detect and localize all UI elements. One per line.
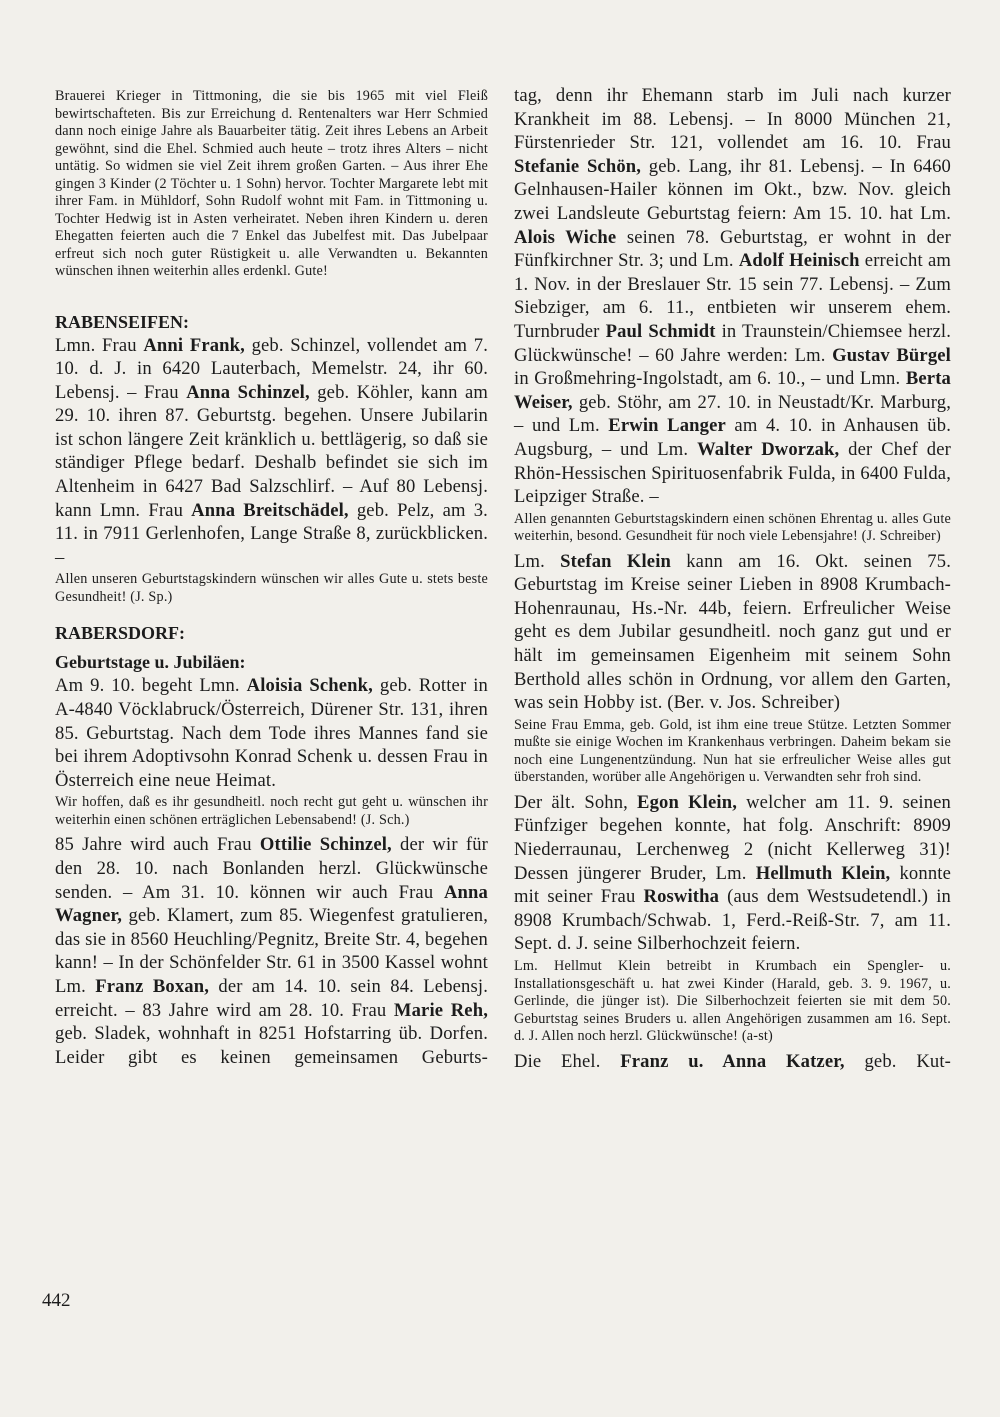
bold-name: Anna Schinzel, [186, 381, 310, 403]
text-segment: geb. Klamert, zum 85. Wiegenfest gratulieren, das sie in 8560 Heuchling/Pegnitz, Breite Str. 4, begehen kann! – In der Schönfelder Str. 61 in 3500 Kassel wohnt Lm. [55, 905, 488, 997]
text-segment: Wir hoffen, daß es ihr gesundheitl. noch recht gut geht u. wünschen ihr weiterhin einen schönen erträglichen Lebensabend! (J. Sch.) [55, 794, 488, 828]
text-segment: Die Ehel. [514, 1050, 621, 1072]
text-segment: seinen 78. Geburtstag, er wohnt in der Fünfkirchner Str. 3; und Lm. [514, 226, 952, 272]
text-segment: Brauerei Krieger in Tittmoning, die sie bis 1965 mit viel Fleiß bewirtschafteten. Bis zur Erreichung d. Rentenalters war Herr Schmied dann noch einige Jahre als Bauarbeiter tätig. Zeit ihres Lebens an Arbeit gewöhnt, sind die Ehel. Schmied auch heute – trotz ihres Alters – nicht untätig. So widmen sie viel Zeit ihrem großen Garten. – Aus ihrer Ehe gingen 3 Kinder (2 Töchter u. 1 Sohn) hervor. Tochter Margarete lebt mit ihrer Fam. in Mühldorf, Sohn Rudolf wohnt mit Fam. in Tittmoning u. Tochter Hedwig ist in Asten verheiratet. Neben ihren Kindern u. deren Ehegatten feierten auch die 7 Enkel das Jubelfest mit. Das Jubelpaar erfreut sich noch guter Rüstigkeit u. alle Verwandten u. Bekannten wünschen ihnen weiterhin alles erdenkl. Gute! [55, 88, 488, 279]
paragraph [55, 334, 488, 570]
bold-name: Marie Reh, [393, 999, 488, 1021]
section-heading [55, 622, 488, 645]
small-paragraph [514, 717, 951, 787]
paragraph [55, 833, 488, 1069]
text-segment: 85 Jahre wird auch Frau [55, 834, 260, 856]
bold-name: Stefanie Schön, [514, 155, 642, 177]
text-segment: geb. Köhler, kann am 29. 10. ihren 87. Geburtstg. begehen. Unsere Jubilarin ist schon längere Zeit kränklich u. bettlägerig, so daß sie ständiger Pflege bedarf. Deshalb befindet sie sich im Altenheim in 6427 Bad Salzschlirf. – Auf 80 Lebensj. kann Lmn. Frau [55, 381, 489, 521]
small-paragraph [55, 794, 488, 829]
bold-name: Gustav Bürgel [832, 344, 951, 366]
bold-name: Franz Boxan, [95, 975, 210, 997]
text-segment: konnte mit seiner Frau [514, 862, 951, 908]
bold-name: Aloisia Schenk, [246, 675, 373, 697]
text-segment: geb. Lang, ihr 81. Lebensj. – In 6460 Gelnhausen-Hailer können im Okt., bzw. Nov. gleich zwei Landsleute Geburtstag feiern: Am 15. 10. hat Lm. [514, 155, 951, 224]
section-heading [55, 651, 488, 674]
text-segment: der am 14. 10. sein 84. Lebensj. erreicht. – 83 Jahre wird am 28. 10. Frau [55, 975, 488, 1021]
text-segment: RABENSEIFEN: [55, 311, 190, 332]
text-segment: Der ält. Sohn, [514, 791, 638, 813]
small-paragraph [55, 571, 488, 606]
text-segment: in Großmehring-Ingolstadt, am 6. 10., – und Lmn. [514, 368, 906, 390]
text-segment: Allen unseren Geburtstagskindern wünschen wir alles Gute u. stets beste Gesundheit! (J. Sp.) [55, 571, 488, 605]
text-segment: der Chef der Rhön-Hessischen Spirituosenfabrik Fulda, in 6400 Fulda, Leipziger Straße. – [514, 438, 951, 508]
bold-name: Stefan Klein [560, 550, 672, 572]
text-segment: der wir für den 28. 10. nach Bonlanden herzl. Glückwünsche senden. – Am 31. 10. können wir auch Frau [55, 834, 488, 903]
bold-name: Alois Wiche [514, 226, 617, 248]
text-segment: in Traunstein/Chiemsee herzl. Glückwünsche! – 60 Jahre werden: Lm. [514, 320, 951, 366]
paragraph [514, 550, 951, 715]
right-column [514, 84, 951, 1073]
text-segment: Allen genannten Geburtstagskindern einen schönen Ehrentag u. alles Gute weiterhin, besond. Gesundheit für noch viele Lebensjahre! (J. Schreiber) [514, 510, 951, 545]
paragraph [514, 1050, 951, 1074]
text-segment: geb. Stöhr, am 27. 10. in Neustadt/Kr. Marburg, – und Lm. [514, 391, 951, 437]
text-segment: RABERSDORF: [55, 623, 186, 644]
bold-name: Egon Klein, [637, 791, 738, 813]
bold-name: Berta Weiser, [514, 368, 951, 413]
bold-name: Anni Frank, [143, 334, 245, 356]
text-segment: geb. Pelz, am 3. 11. in 7911 Gerlenhofen, Lange Straße 8, zurückblicken. – [55, 499, 488, 568]
text-segment: Am 9. 10. begeht Lmn. [55, 675, 247, 697]
bold-name: Ottilie Schinzel, [259, 834, 392, 856]
bold-name: Franz u. Anna Katzer, [620, 1050, 845, 1072]
text-segment: Geburtstage u. Jubiläen: [55, 652, 246, 673]
section-heading [55, 311, 488, 334]
small-paragraph [514, 958, 951, 1046]
bold-name: Walter Dworzak, [697, 438, 840, 460]
text-segment: geb. Kut- [844, 1050, 952, 1072]
text-segment: erreicht am 1. Nov. in der Breslauer Str. 15 sein 77. Lebensj. – Zum Siebziger, am 6. 11., entbieten wir unserem ehem. Turnbruder [514, 250, 951, 342]
bold-name: Hellmuth Klein, [755, 862, 891, 884]
text-segment: Lm. Hellmut Klein betreibt in Krumbach ein Spengler- u. Installationsgeschäft u. hat zwei Kinder (Harald, geb. 3. 9. 1967, u. Gerlinde, die jünger ist). Die Silberhochzeit feierten sie mit dem 50. Geburtstag seines Bruders u. allen Angehörigen zusammen am 16. Sept. d. J. Allen noch herzl. Glückwünsche! (a-st) [514, 958, 951, 1044]
small-paragraph [55, 88, 488, 281]
left-column [55, 86, 488, 1069]
text-segment: geb. Schinzel, vollendet am 7. 10. d. J. in 6420 Lauterbach, Memelstr. 24, ihr 60. Lebensj. – Frau [55, 334, 488, 403]
text-segment: tag, denn ihr Ehemann starb im Juli nach kurzer Krankheit im 88. Lebensj. – In 8000 München 21, Fürstenrieder Str. 121, vollendet am 16. 10. Frau [514, 85, 951, 154]
text-segment: geb. Rotter in A-4840 Vöcklabruck/Österreich, Dürener Str. 131, ihren 85. Geburtstag. Nach dem Tode ihres Mannes fand sie bei ihrem Adoptivsohn Konrad Schenk u. dessen Frau in Österreich eine neue Heimat. [55, 675, 488, 791]
small-paragraph [514, 511, 951, 546]
bold-name: Roswitha [643, 886, 720, 908]
text-segment: welcher am 11. 9. seinen Fünfziger begehen konnte, hat folg. Anschrift: 8909 Niederraunau, Lerchenweg 2 (nicht Kellerweg 31)! Dessen jüngerer Bruder, Lm. [514, 791, 951, 884]
page-number: 442 [42, 1290, 71, 1311]
bold-name: Paul Schmidt [605, 320, 716, 342]
text-segment: Seine Frau Emma, geb. Gold, ist ihm eine treue Stütze. Letzten Sommer mußte sie einige Wochen im Krankenhaus verbringen. Daheim bekam sie noch eine Lungenentzündung. Nun hat sie erfreulicher Weise alles gut überstanden, worüber alle Angehörigen u. Verwandten sehr froh sind. [514, 716, 951, 786]
bold-name: Anna Wagner, [55, 881, 488, 927]
bold-name: Erwin Langer [608, 415, 726, 437]
paragraph [514, 84, 951, 509]
text-segment: Lm. [514, 550, 561, 572]
text-segment: am 4. 10. in Anhausen üb. Augsburg, – und Lm. [514, 415, 951, 460]
bold-name: Adolf Heinisch [738, 250, 860, 272]
bold-name: Anna Breitschädel, [191, 499, 349, 521]
text-segment: (aus dem Westsudetendl.) in 8908 Krumbach/Schwab. 1, Ferd.-Reiß-Str. 7, am 11. Sept. d. J. seine Silberhochzeit feiern. [514, 886, 951, 955]
paragraph [55, 674, 488, 792]
text-segment: geb. Sladek, wohnhaft in 8251 Hofstarring üb. Dorfen. Leider gibt es keinen gemeinsamen Geburts- [55, 1023, 488, 1068]
paragraph [514, 791, 951, 956]
text-segment: kann am 16. Okt. seinen 75. Geburtstag im Kreise seiner Lieben in 8908 Krumbach-Hohenraunau, Hs.-Nr. 44b, feiern. Erfreulicher Weise geht es dem Jubilar gesundheitl. noch ganz gut und er hält im gemeinsamen Eigenheim mit seinem Sohn Berthold alles schön in Ordnung, vor allem den Garten, was sein Hobby ist. (Ber. v. Jos. Schreiber) [514, 550, 951, 714]
text-segment: Lmn. Frau [55, 334, 144, 356]
